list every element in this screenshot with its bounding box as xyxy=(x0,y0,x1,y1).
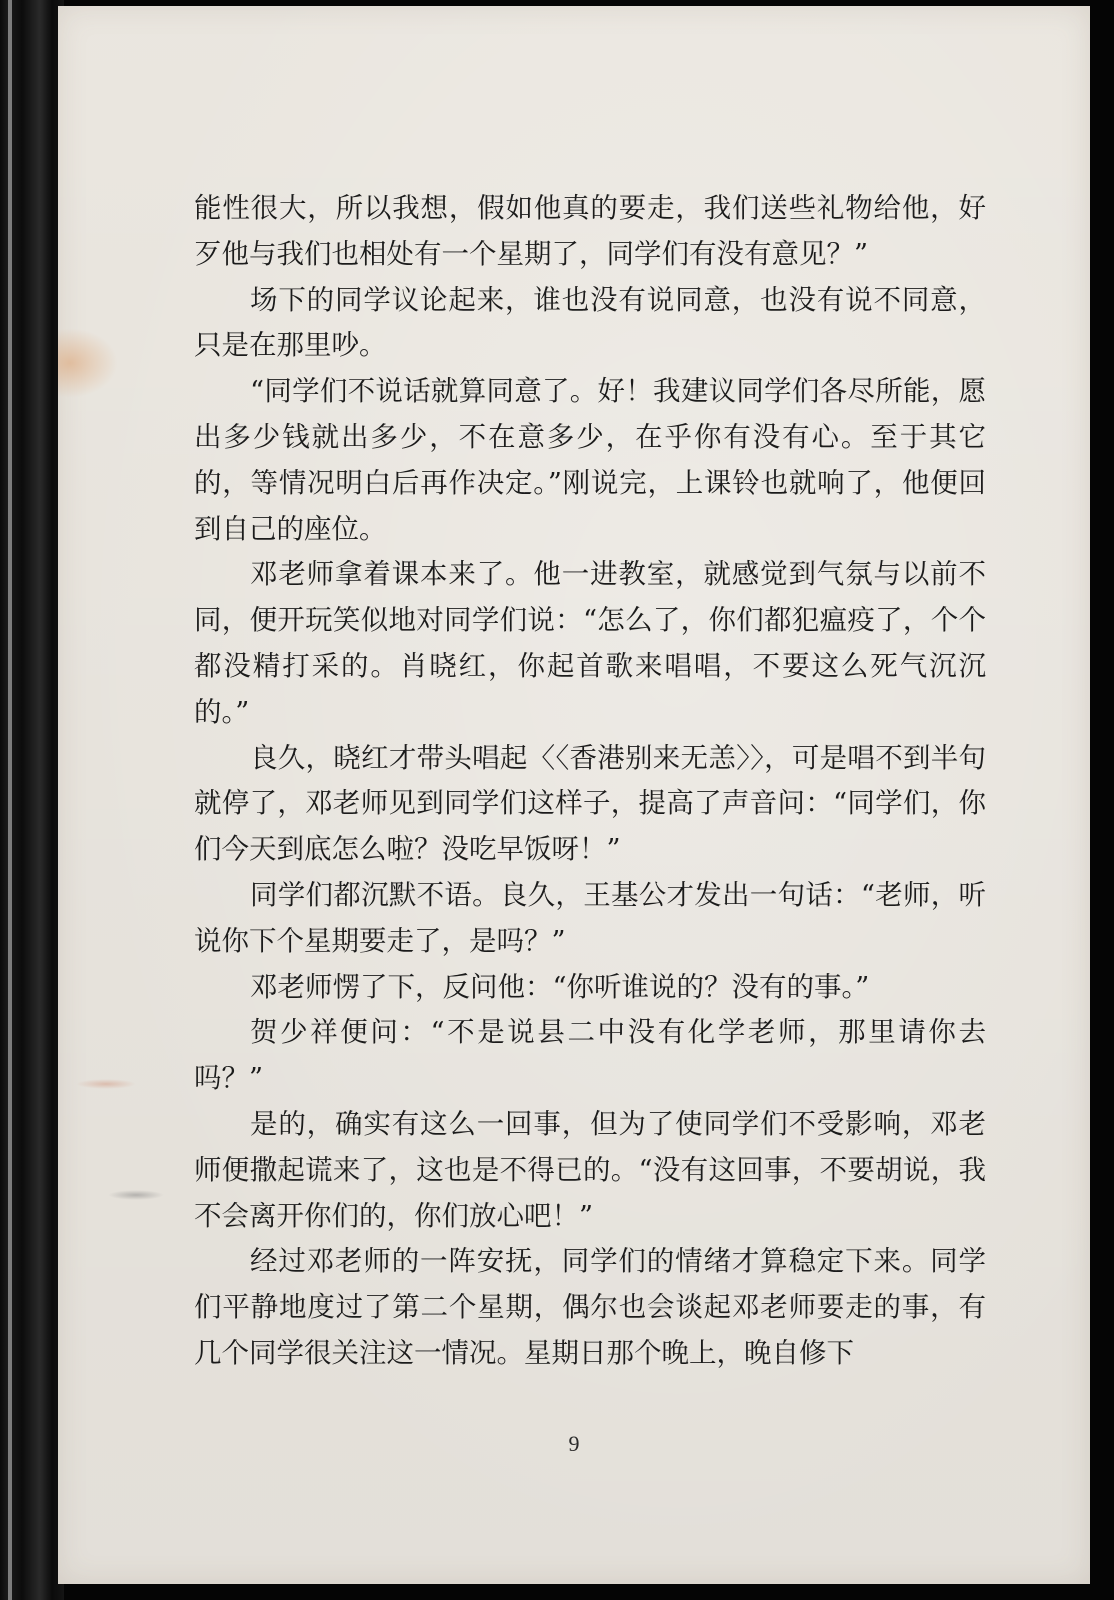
paragraph: 经过邓老师的一阵安抚，同学们的情绪才算稳定下来。同学们平静地度过了第二个星期，偶尔也会谈起邓老师要走的事，有几个同学很关注这一情况。星期日那个晚上，晚自修下 xyxy=(194,1245,986,1369)
paragraph: “同学们不说话就算同意了。好！我建议同学们各尽所能，愿出多少钱就出多少，不在意多少，在乎你有没有心。至于其它的，等情况明白后再作决定。”刚说完，上课铃也就响了，他便回到自己的座位。 xyxy=(194,375,986,545)
paragraph: 同学们都沉默不语。良久，王基公才发出一句话：“老师，听说你下个星期要走了，是吗？” xyxy=(194,878,986,957)
paragraph: 邓老师拿着课本来了。他一进教室，就感觉到气氛与以前不同，便开玩笑似地对同学们说：“怎么了，你们都犯瘟疫了，个个都没精打采的。肖晓红，你起首歌来唱唱，不要这么死气沉沉的。” xyxy=(194,558,986,728)
binding-line xyxy=(8,0,12,1600)
page-mark xyxy=(76,1079,136,1089)
body-text xyxy=(194,186,986,1377)
paragraph: 场下的同学议论起来，谁也没有说同意，也没有说不同意，只是在那里吵。 xyxy=(194,283,986,362)
page-stain xyxy=(58,328,118,398)
paragraph: 良久，晓红才带头唱起〈〈香港别来无恙〉〉，可是唱不到半句就停了，邓老师见到同学们这样子，提高了声音问：“同学们，你们今天到底怎么啦？没吃早饭呀！” xyxy=(194,741,986,866)
paragraph: 贺少祥便问：“不是说县二中没有化学老师，那里请你去吗？” xyxy=(194,1016,986,1095)
paragraph: 是的，确实有这么一回事，但为了使同学们不受影响，邓老师便撒起谎来了，这也是不得已的。“没有这回事，不要胡说，我不会离开你们的，你们放心吧！” xyxy=(194,1107,986,1232)
paragraph: 能性很大，所以我想，假如他真的要走，我们送些礼物给他，好歹他与我们也相处有一个星期了，同学们有没有意见？” xyxy=(194,192,986,270)
page-number: 9 xyxy=(568,1431,580,1456)
book-page xyxy=(58,6,1090,1584)
page-mark xyxy=(108,1190,164,1200)
paragraph: 邓老师愣了下，反问他：“你听谁说的？没有的事。” xyxy=(250,970,870,1003)
